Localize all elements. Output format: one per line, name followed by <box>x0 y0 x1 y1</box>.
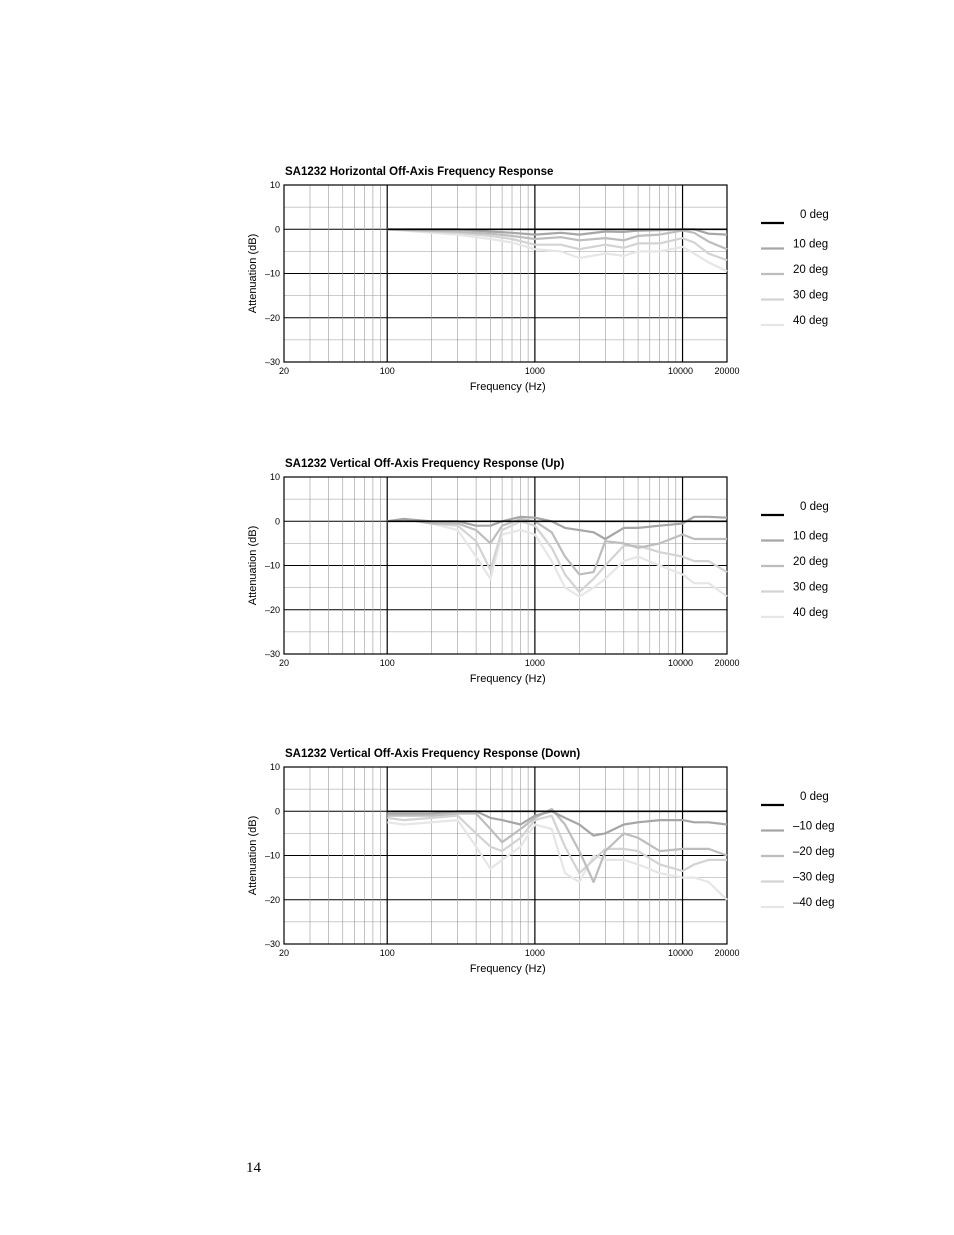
y-tick-label: –20 <box>264 604 280 615</box>
x-axis-label: Frequency (Hz) <box>469 963 546 975</box>
x-tick-label: 20000 <box>714 658 740 668</box>
x-tick-label: 1000 <box>524 366 545 376</box>
y-tick-label: 10 <box>269 762 280 772</box>
x-tick-label: 20 <box>278 948 290 958</box>
legend-label: 40 deg <box>793 315 829 327</box>
x-tick-label: 100 <box>379 658 395 668</box>
y-tick-label: 0 <box>274 224 280 235</box>
x-tick-label: 10000 <box>668 948 694 958</box>
y-tick-label: –10 <box>264 850 280 861</box>
y-tick-label: 0 <box>274 516 280 527</box>
x-tick-label: 1000 <box>524 948 545 958</box>
y-tick-label: –10 <box>264 560 280 571</box>
legend-label: –10 deg <box>793 820 835 833</box>
legend-label: 20 deg <box>793 556 829 568</box>
y-tick-label: 10 <box>269 180 280 190</box>
chart-title: SA1232 Vertical Off-Axis Frequency Response (Up) <box>285 458 565 470</box>
x-tick-label: 100 <box>379 948 395 958</box>
legend-label: 20 deg <box>793 264 829 276</box>
y-tick-label: 10 <box>269 472 280 482</box>
y-tick-label: –20 <box>264 312 280 323</box>
y-axis-label: Attenuation (dB) <box>247 233 259 314</box>
y-tick-label: –30 <box>264 649 280 659</box>
y-tick-label: –30 <box>264 939 280 949</box>
legend-label: 0 deg <box>800 209 829 221</box>
legend-label: –30 deg <box>793 871 835 884</box>
x-tick-label: 100 <box>379 366 395 376</box>
y-tick-label: 0 <box>274 806 280 817</box>
legend-label: 30 deg <box>793 289 829 302</box>
x-tick-label: 20 <box>278 658 290 668</box>
x-tick-label: 20000 <box>714 366 740 376</box>
legend-label: –20 deg <box>793 846 835 858</box>
x-tick-label: 20 <box>278 366 290 376</box>
legend-label: 0 deg <box>800 791 829 803</box>
legend-label: –40 deg <box>793 897 835 909</box>
x-tick-label: 20000 <box>714 948 740 958</box>
y-tick-label: –20 <box>264 894 280 905</box>
y-axis-label: Attenuation (dB) <box>247 815 259 896</box>
x-tick-label: 1000 <box>524 658 545 668</box>
legend-label: 30 deg <box>793 581 829 594</box>
y-tick-label: –10 <box>264 268 280 279</box>
x-tick-label: 10000 <box>668 658 694 668</box>
legend-label: 10 deg <box>793 530 829 543</box>
legend-label: 10 deg <box>793 238 829 251</box>
legend-label: 0 deg <box>800 501 829 513</box>
y-tick-label: –30 <box>264 357 280 367</box>
chart-title: SA1232 Horizontal Off-Axis Frequency Response <box>285 166 554 178</box>
y-axis-label: Attenuation (dB) <box>247 525 259 606</box>
page-number: 14 <box>246 1160 261 1176</box>
legend-label: 40 deg <box>793 607 829 619</box>
x-axis-label: Frequency (Hz) <box>469 381 546 393</box>
x-axis-label: Frequency (Hz) <box>469 673 546 685</box>
chart-title: SA1232 Vertical Off-Axis Frequency Response (Down) <box>285 748 581 760</box>
x-tick-label: 10000 <box>668 366 694 376</box>
